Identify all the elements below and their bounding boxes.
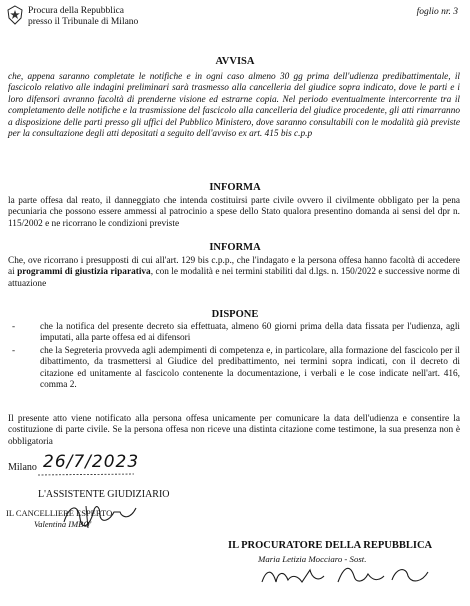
list-item xyxy=(8,346,460,392)
avvisa-paragraph: che, appena saranno completate le notifiche e in ogni caso almeno 30 gg prima dell'udienza predibattimentale, il fascicolo relativo alle indagini preliminari sarà trasmesso alla cancelleria del giudice sopra indicato, dove le parti e i loro difensori avranno facoltà di prenderne visione ed estrarne copia. Nel periodo eventualmente intercorrente tra il completamento delle notifiche e la trasmissione del fascicolo alla cancelleria del giudice procedente, gli atti rimarranno a disposizione delle parti presso gli uffici del Pubblico Ministero, dove saranno consultabili con le modalità già previste per la consultazione degli atti depositati a seguito dell'avviso ex art. 415 bis c.p.p xyxy=(8,72,460,140)
office-line-1: Procura della Repubblica xyxy=(28,6,125,16)
prosecutor-signature-scribble xyxy=(258,552,438,592)
informa-paragraph-1: la parte offesa dal reato, il danneggiato che intenda costituirsi parte civile ovvero il civilmente obbligato per la pena pecuniaria che possono essere ammessi al patrocinio a spese dello Stato qualora presentino domanda ai sensi del dpr n. 115/2002 e ne ricorrano le condizioni previste xyxy=(8,196,460,229)
prosecutor-title: IL PROCURATORE DELLA REPUBBLICA xyxy=(228,540,433,551)
office-line-2: presso il Tribunale di Milano xyxy=(28,17,139,27)
clerk-name: Valentina IMBO' xyxy=(34,519,92,529)
dispone-list xyxy=(8,322,460,392)
informa-title-2: INFORMA xyxy=(209,242,261,253)
assistant-title: L'ASSISTENTE GIUDIZIARIO xyxy=(38,489,170,500)
closing-paragraph: Il presente atto viene notificato alla persona offesa unicamente per comunicare la data dell'udienza e consentire la costituzione di parte civile. Se la persona offesa non riceve una distinta citazione come testimone, la sua presenza non è obbligatoria xyxy=(8,414,460,447)
handwritten-date: 26/7/2023 xyxy=(43,452,140,472)
clerk-signature-scribble xyxy=(60,500,140,530)
bullet-text: che la Segreteria provveda agli adempimenti di competenza e, in particolare, alla formazione del fascicolo per il dibattimento, da trasmettersi al Giudice del predibattimento, nei termini sopra indicati, con il decreto di citazione ed unitamente al fascicolo contenente la documentazione, i verbali e le cose indicate nell'art. 416, comma 2. xyxy=(40,345,460,391)
informa-2-text-after: , con le modalità e nei termini stabiliti dal d.lgs. n. 150/2022 e successive norme di attuazione xyxy=(8,267,460,289)
bullet-text: che la notifica del presente decreto sia effettuata, almeno 60 giorni prima della data fissata per l'udienza, agli imputati, alla parte offesa ed ai difensori xyxy=(40,322,460,344)
dispone-title: DISPONE xyxy=(211,309,259,320)
clerk-title: IL CANCELLIERE ESPERTO xyxy=(6,508,113,518)
bullet-dash: - xyxy=(12,322,16,332)
folio-number: foglio nr. 3 xyxy=(416,7,458,17)
office-heading xyxy=(28,6,138,28)
prosecutor-name: Maria Letizia Mocciaro - Sost. xyxy=(258,554,367,564)
list-item xyxy=(8,322,460,345)
date-underline xyxy=(36,470,136,478)
informa-title-1: INFORMA xyxy=(209,182,261,193)
republic-emblem-icon xyxy=(6,5,24,25)
avvisa-title: AVVISA xyxy=(215,56,255,67)
signature-place: Milano xyxy=(8,462,37,473)
informa-paragraph-2 xyxy=(8,256,460,290)
bullet-dash: - xyxy=(12,345,16,356)
giustizia-riparativa-emphasis: programmi di giustizia riparativa xyxy=(17,267,151,278)
informa-2-text-before: Che, ove ricorrano i presupposti di cui all'art. 129 bis c.p.p., che l'indagato e la persona offesa hanno facoltà di accedere ai xyxy=(8,256,460,278)
